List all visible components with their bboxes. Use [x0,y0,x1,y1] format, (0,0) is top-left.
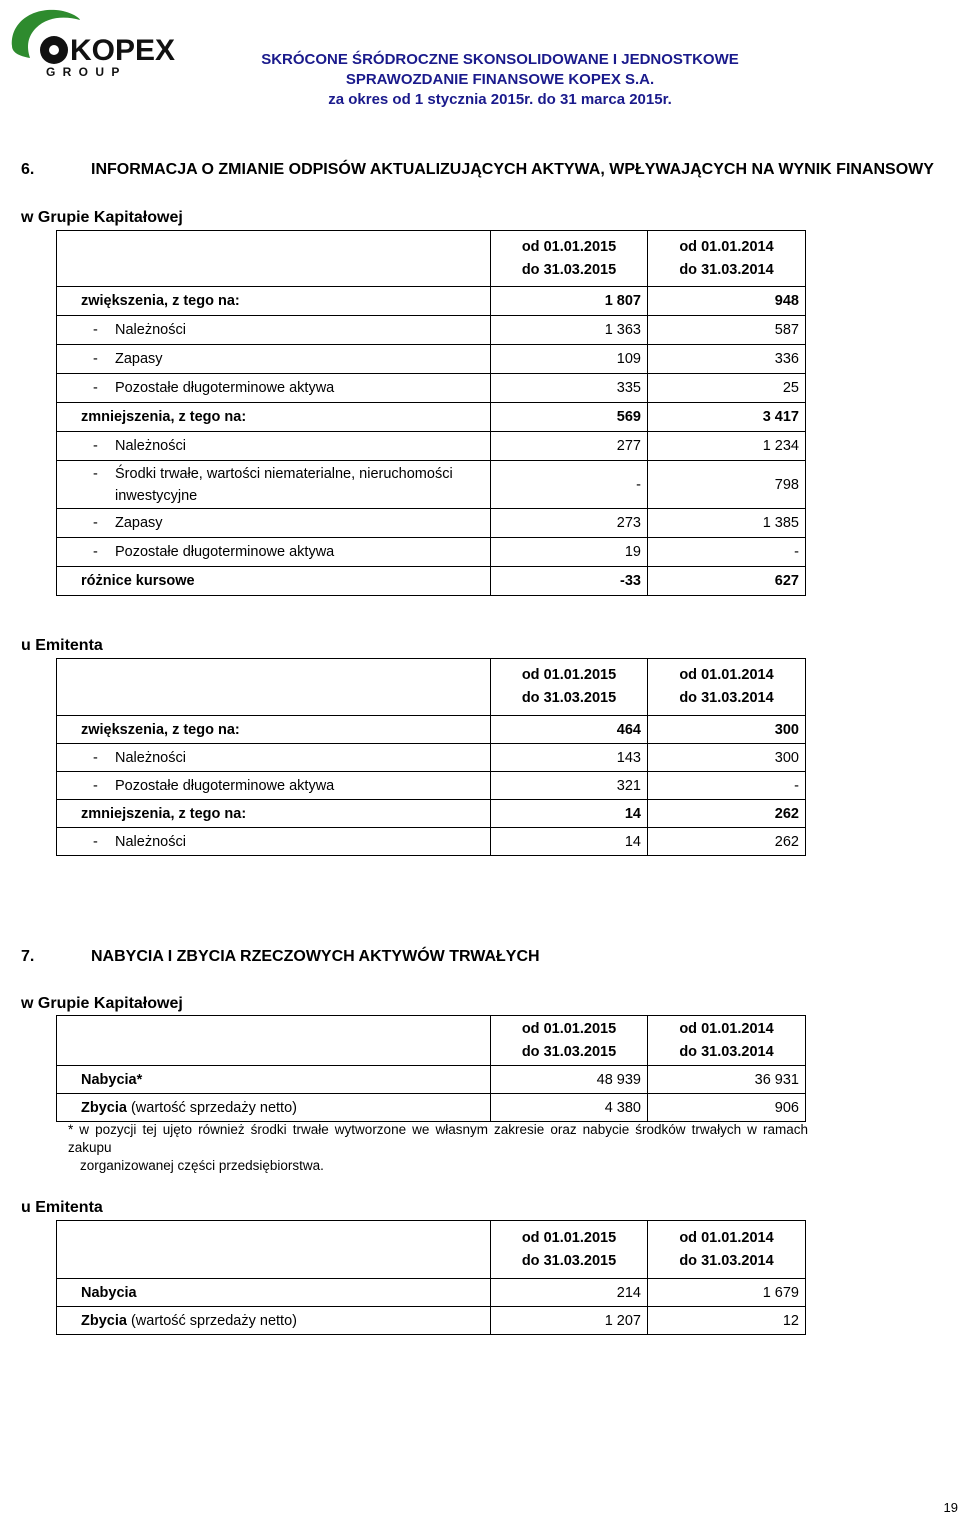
table-row: - Należności 143 300 [57,744,806,772]
table-row: zwiększenia, z tego na: 1 807 948 [57,287,806,316]
header-line-3: za okres od 1 stycznia 2015r. do 31 marca 2015r. [328,91,672,108]
logo-text: KOPEX [70,34,176,67]
table-row: - Zapasy 109 336 [57,345,806,374]
kopex-logo [8,6,208,76]
table-row: - Należności 277 1 234 [57,432,806,461]
page-number: 19 [943,1500,958,1515]
header-empty-cell [57,659,491,716]
section-7-heading: NABYCIA I ZBYCIA RZECZOWYCH AKTYWÓW TRWAŁYCH [91,948,540,965]
header-line-2: SPRAWOZDANIE FINANSOWE KOPEX S.A. [345,71,655,88]
header-empty-cell [57,1016,491,1066]
section-7-title [21,948,540,966]
table-row: - Zapasy 273 1 385 [57,509,806,538]
table-row: zmniejszenia, z tego na: 14 262 [57,800,806,828]
logo-subtext: G R O U P [46,65,122,76]
table-row: zmniejszenia, z tego na: 569 3 417 [57,403,806,432]
table-row: Nabycia 214 1 679 [57,1279,806,1307]
section-6-number: 6. [21,161,35,178]
section-6-title [21,161,934,179]
table-row: - Pozostałe długoterminowe aktywa 19 - [57,538,806,567]
table-row: Nabycia* 48 939 36 931 [57,1066,806,1094]
column-header-2015: od 01.01.2015 do 31.03.2015 [491,1016,648,1066]
table-row: - Środki trwałe, wartości niematerialne, nieruchomości inwestycyjne - 798 [57,461,806,509]
column-header-2015: od 01.01.2015 do 31.03.2015 [491,231,648,287]
table-row: - Należności 1 363 587 [57,316,806,345]
table-row: Zbycia (wartość sprzedaży netto) 4 380 906 [57,1094,806,1122]
table-7-emitent [56,1220,806,1335]
column-header-2015: od 01.01.2015 do 31.03.2015 [491,1221,648,1279]
table-6-emitent [56,658,806,856]
header-empty-cell [57,231,491,287]
table-row: różnice kursowe -33 627 [57,567,806,596]
section-7-group-label: w Grupie Kapitałowej [21,995,183,1012]
header-line-1: SKRÓCONE ŚRÓDROCZNE SKONSOLIDOWANE I JEDNOSTKOWE [261,51,739,68]
footnote: * w pozycji tej ujęto również środki trwałe wytworzone we własnym zakresie oraz nabycie środków trwałych w ramach zakupu zorganizowanej części przedsiębiorstwa. [68,1122,808,1173]
section-7-emitent-label: u Emitenta [21,1199,103,1216]
table-row: - Pozostałe długoterminowe aktywa 335 25 [57,374,806,403]
column-header-2014: od 01.01.2014 do 31.03.2014 [648,1221,806,1279]
section-6-heading: INFORMACJA O ZMIANIE ODPISÓW AKTUALIZUJĄCYCH AKTYWA, WPŁYWAJĄCYCH NA WYNIK FINANSOWY [91,161,934,178]
table-row: - Należności 14 262 [57,828,806,856]
column-header-2014: od 01.01.2014 do 31.03.2014 [648,659,806,716]
section-6-group-label: w Grupie Kapitałowej [21,209,183,226]
table-row: zwiększenia, z tego na: 464 300 [57,716,806,744]
header-empty-cell [57,1221,491,1279]
document-header [220,50,780,110]
column-header-2015: od 01.01.2015 do 31.03.2015 [491,659,648,716]
table-7-group [56,1015,806,1122]
table-row: Zbycia (wartość sprzedaży netto) 1 207 12 [57,1307,806,1335]
table-row: - Pozostałe długoterminowe aktywa 321 - [57,772,806,800]
section-6-emitent-label: u Emitenta [21,637,103,654]
column-header-2014: od 01.01.2014 do 31.03.2014 [648,231,806,287]
table-6-group [56,230,806,596]
column-header-2014: od 01.01.2014 do 31.03.2014 [648,1016,806,1066]
section-7-number: 7. [21,948,35,965]
